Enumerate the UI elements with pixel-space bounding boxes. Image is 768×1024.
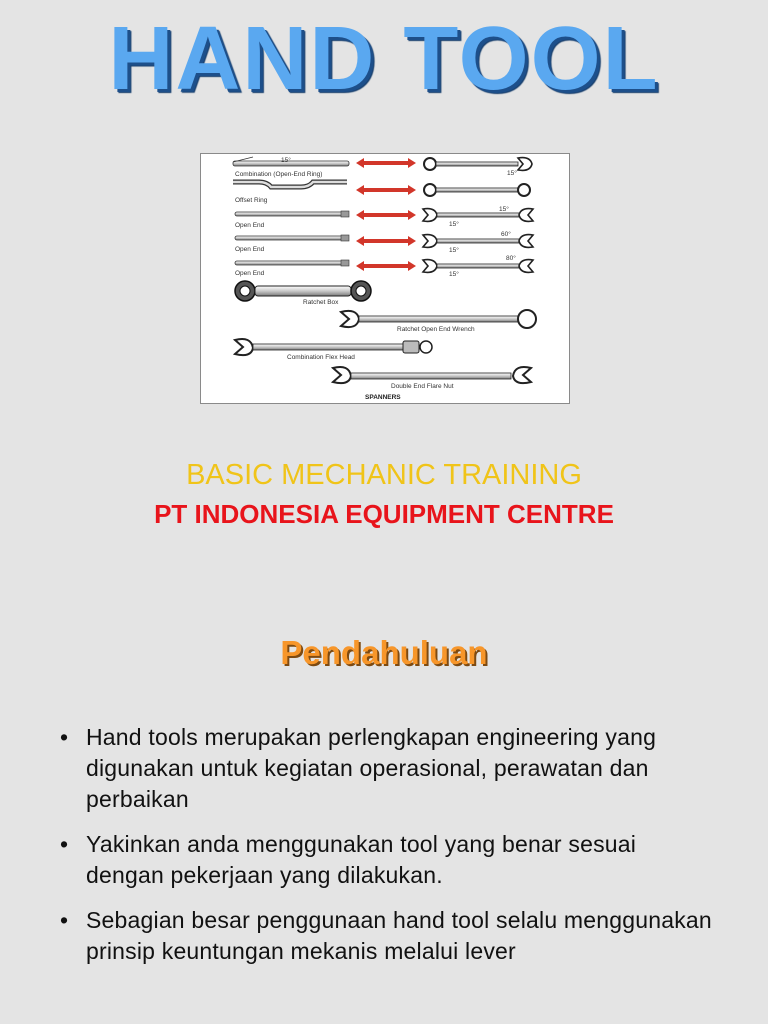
label-double-end-flare: Double End Flare Nut	[391, 383, 454, 390]
ratchet-box-wrench	[235, 281, 371, 301]
combination-wrench-side	[233, 157, 349, 166]
angle-label: 60°	[501, 231, 511, 238]
list-item: • Yakinkan anda menggunakan tool yang benar sesuai dengan pekerjaan yang dilakukan.	[60, 829, 720, 891]
double-arrow	[356, 261, 416, 271]
angle-label: 80°	[506, 255, 516, 262]
label-ratchet-open-end: Ratchet Open End Wrench	[397, 326, 475, 333]
list-item: • Sebagian besar penggunaan hand tool selalu menggunakan prinsip keuntungan mekanis melalui lever	[60, 905, 720, 967]
label-combination: Combination (Open-End Ring)	[235, 171, 323, 178]
open-end-wrench-top	[423, 209, 533, 222]
bullet-list	[60, 722, 720, 981]
label-offset-ring: Offset Ring	[235, 197, 268, 204]
page-title: HAND TOOL	[108, 9, 660, 109]
company-name: PT INDONESIA EQUIPMENT CENTRE	[154, 499, 614, 529]
double-end-flare-nut-wrench	[333, 367, 531, 383]
training-subtitle: BASIC MECHANIC TRAINING	[186, 459, 582, 491]
label-combination-flex: Combination Flex Head	[287, 354, 355, 361]
angle-label: 15°	[449, 271, 459, 278]
angle-label: 15°	[499, 206, 509, 213]
label-ratchet-box: Ratchet Box	[303, 299, 339, 306]
double-arrow	[356, 185, 416, 195]
combination-wrench-top	[424, 158, 532, 171]
section-heading: Pendahuluan	[280, 634, 488, 671]
angle-label: 15°	[449, 247, 459, 254]
double-arrow	[356, 236, 416, 246]
label-open-end: Open End	[235, 246, 265, 253]
spanners-illustration	[201, 154, 569, 403]
open-end-wrench-side	[235, 211, 349, 217]
open-end-wrench-top	[423, 260, 533, 273]
combination-flex-head-wrench	[235, 339, 432, 355]
double-arrow	[356, 210, 416, 220]
double-arrow	[356, 158, 416, 168]
open-end-wrench-top	[423, 235, 533, 248]
angle-label: 15°	[449, 221, 459, 228]
label-open-end: Open End	[235, 270, 265, 277]
list-item: • Hand tools merupakan perlengkapan engineering yang digunakan untuk kegiatan operasional, perawatan dan perbaikan	[60, 722, 720, 815]
angle-label: 15°	[281, 157, 291, 164]
label-open-end: Open End	[235, 222, 265, 229]
open-end-wrench-side	[235, 260, 349, 266]
offset-ring-wrench-top	[424, 184, 530, 196]
open-end-wrench-side	[235, 235, 349, 241]
figure-caption: SPANNERS	[365, 394, 401, 401]
angle-label: 15°	[507, 170, 517, 177]
spanners-figure	[200, 153, 570, 404]
offset-ring-wrench-side	[233, 182, 347, 187]
